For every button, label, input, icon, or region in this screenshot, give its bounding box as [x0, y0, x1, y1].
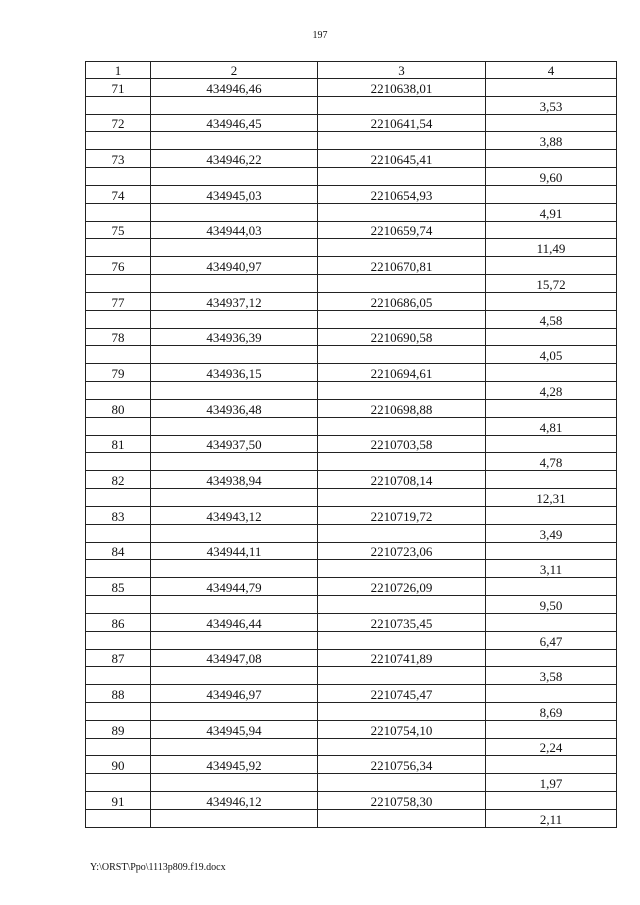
- empty-cell: [151, 346, 318, 364]
- empty-cell: [151, 631, 318, 649]
- empty-cell: [318, 631, 486, 649]
- point-number-cell: 87: [86, 649, 151, 667]
- empty-cell: [86, 132, 151, 150]
- y-coordinate-cell: 2210754,10: [318, 720, 486, 738]
- distance-cell: 6,47: [486, 631, 617, 649]
- distance-row: [86, 417, 617, 435]
- empty-cell: [151, 310, 318, 328]
- point-row: [86, 399, 617, 417]
- empty-cell: [151, 168, 318, 186]
- distance-row: [86, 168, 617, 186]
- empty-cell: [86, 96, 151, 114]
- empty-cell: [486, 506, 617, 524]
- empty-cell: [486, 756, 617, 774]
- distance-row: [86, 631, 617, 649]
- distance-cell: 3,88: [486, 132, 617, 150]
- distance-cell: 4,91: [486, 203, 617, 221]
- empty-cell: [151, 489, 318, 507]
- point-number-cell: 82: [86, 471, 151, 489]
- empty-cell: [486, 364, 617, 382]
- distance-row: [86, 489, 617, 507]
- point-number-cell: 90: [86, 756, 151, 774]
- empty-cell: [151, 239, 318, 257]
- x-coordinate-cell: 434946,12: [151, 792, 318, 810]
- distance-row: [86, 738, 617, 756]
- empty-cell: [486, 792, 617, 810]
- header-col-4: 4: [486, 62, 617, 79]
- point-row: [86, 792, 617, 810]
- empty-cell: [86, 560, 151, 578]
- point-number-cell: 80: [86, 399, 151, 417]
- header-col-3: 3: [318, 62, 486, 79]
- empty-cell: [86, 667, 151, 685]
- y-coordinate-cell: 2210719,72: [318, 506, 486, 524]
- empty-cell: [486, 471, 617, 489]
- empty-cell: [86, 453, 151, 471]
- empty-cell: [86, 738, 151, 756]
- empty-cell: [486, 185, 617, 203]
- empty-cell: [486, 150, 617, 168]
- empty-cell: [151, 453, 318, 471]
- y-coordinate-cell: 2210723,06: [318, 542, 486, 560]
- x-coordinate-cell: 434946,22: [151, 150, 318, 168]
- y-coordinate-cell: 2210756,34: [318, 756, 486, 774]
- distance-row: [86, 524, 617, 542]
- distance-row: [86, 560, 617, 578]
- distance-cell: 3,11: [486, 560, 617, 578]
- point-number-cell: 91: [86, 792, 151, 810]
- empty-cell: [151, 132, 318, 150]
- empty-cell: [151, 560, 318, 578]
- empty-cell: [151, 667, 318, 685]
- y-coordinate-cell: 2210758,30: [318, 792, 486, 810]
- empty-cell: [151, 275, 318, 293]
- distance-row: [86, 132, 617, 150]
- empty-cell: [486, 685, 617, 703]
- point-number-cell: 88: [86, 685, 151, 703]
- empty-cell: [318, 417, 486, 435]
- distance-cell: 4,78: [486, 453, 617, 471]
- empty-cell: [318, 203, 486, 221]
- y-coordinate-cell: 2210694,61: [318, 364, 486, 382]
- distance-cell: 2,24: [486, 738, 617, 756]
- point-row: [86, 542, 617, 560]
- empty-cell: [86, 346, 151, 364]
- empty-cell: [86, 275, 151, 293]
- distance-cell: 3,49: [486, 524, 617, 542]
- point-number-cell: 84: [86, 542, 151, 560]
- point-row: [86, 364, 617, 382]
- point-number-cell: 81: [86, 435, 151, 453]
- point-row: [86, 150, 617, 168]
- empty-cell: [486, 328, 617, 346]
- x-coordinate-cell: 434944,79: [151, 578, 318, 596]
- point-row: [86, 506, 617, 524]
- distance-row: [86, 774, 617, 792]
- point-row: [86, 79, 617, 97]
- distance-row: [86, 275, 617, 293]
- distance-cell: 4,58: [486, 310, 617, 328]
- empty-cell: [86, 774, 151, 792]
- empty-cell: [486, 114, 617, 132]
- point-row: [86, 221, 617, 239]
- y-coordinate-cell: 2210659,74: [318, 221, 486, 239]
- y-coordinate-cell: 2210670,81: [318, 257, 486, 275]
- distance-row: [86, 667, 617, 685]
- point-number-cell: 83: [86, 506, 151, 524]
- empty-cell: [86, 417, 151, 435]
- y-coordinate-cell: 2210641,54: [318, 114, 486, 132]
- x-coordinate-cell: 434940,97: [151, 257, 318, 275]
- empty-cell: [151, 203, 318, 221]
- empty-cell: [486, 720, 617, 738]
- empty-cell: [86, 489, 151, 507]
- point-row: [86, 185, 617, 203]
- point-number-cell: 86: [86, 613, 151, 631]
- distance-cell: 15,72: [486, 275, 617, 293]
- point-number-cell: 72: [86, 114, 151, 132]
- distance-row: [86, 239, 617, 257]
- empty-cell: [318, 489, 486, 507]
- empty-cell: [86, 382, 151, 400]
- distance-row: [86, 382, 617, 400]
- y-coordinate-cell: 2210745,47: [318, 685, 486, 703]
- y-coordinate-cell: 2210638,01: [318, 79, 486, 97]
- distance-cell: 4,05: [486, 346, 617, 364]
- point-row: [86, 756, 617, 774]
- x-coordinate-cell: 434946,97: [151, 685, 318, 703]
- empty-cell: [486, 399, 617, 417]
- empty-cell: [151, 809, 318, 827]
- empty-cell: [86, 168, 151, 186]
- empty-cell: [151, 596, 318, 614]
- empty-cell: [86, 631, 151, 649]
- empty-cell: [486, 578, 617, 596]
- point-row: [86, 328, 617, 346]
- y-coordinate-cell: 2210690,58: [318, 328, 486, 346]
- point-number-cell: 76: [86, 257, 151, 275]
- distance-row: [86, 203, 617, 221]
- empty-cell: [486, 221, 617, 239]
- distance-cell: 4,81: [486, 417, 617, 435]
- header-col-1: 1: [86, 62, 151, 79]
- x-coordinate-cell: 434936,15: [151, 364, 318, 382]
- point-number-cell: 75: [86, 221, 151, 239]
- point-row: [86, 720, 617, 738]
- table-header-row: [86, 62, 617, 79]
- distance-cell: 4,28: [486, 382, 617, 400]
- coordinates-table: [85, 61, 617, 828]
- distance-row: [86, 453, 617, 471]
- distance-cell: 8,69: [486, 702, 617, 720]
- x-coordinate-cell: 434936,39: [151, 328, 318, 346]
- footer-file-path: Y:\ORST\Ppo\1113p809.f19.docx: [90, 862, 226, 873]
- empty-cell: [486, 542, 617, 560]
- empty-cell: [151, 417, 318, 435]
- x-coordinate-cell: 434944,11: [151, 542, 318, 560]
- empty-cell: [318, 453, 486, 471]
- empty-cell: [318, 346, 486, 364]
- empty-cell: [86, 203, 151, 221]
- distance-cell: 11,49: [486, 239, 617, 257]
- page-number: 197: [312, 30, 328, 41]
- point-number-cell: 73: [86, 150, 151, 168]
- empty-cell: [318, 738, 486, 756]
- distance-cell: 9,50: [486, 596, 617, 614]
- point-number-cell: 74: [86, 185, 151, 203]
- y-coordinate-cell: 2210708,14: [318, 471, 486, 489]
- x-coordinate-cell: 434946,46: [151, 79, 318, 97]
- distance-row: [86, 346, 617, 364]
- empty-cell: [318, 275, 486, 293]
- empty-cell: [151, 96, 318, 114]
- point-row: [86, 257, 617, 275]
- distance-cell: 3,58: [486, 667, 617, 685]
- x-coordinate-cell: 434937,12: [151, 292, 318, 310]
- x-coordinate-cell: 434946,45: [151, 114, 318, 132]
- point-row: [86, 685, 617, 703]
- distance-cell: 3,53: [486, 96, 617, 114]
- empty-cell: [151, 524, 318, 542]
- x-coordinate-cell: 434944,03: [151, 221, 318, 239]
- point-number-cell: 77: [86, 292, 151, 310]
- distance-row: [86, 596, 617, 614]
- distance-cell: 12,31: [486, 489, 617, 507]
- empty-cell: [86, 239, 151, 257]
- x-coordinate-cell: 434938,94: [151, 471, 318, 489]
- y-coordinate-cell: 2210645,41: [318, 150, 486, 168]
- y-coordinate-cell: 2210735,45: [318, 613, 486, 631]
- y-coordinate-cell: 2210698,88: [318, 399, 486, 417]
- point-row: [86, 471, 617, 489]
- distance-row: [86, 702, 617, 720]
- empty-cell: [486, 613, 617, 631]
- x-coordinate-cell: 434936,48: [151, 399, 318, 417]
- empty-cell: [318, 132, 486, 150]
- y-coordinate-cell: 2210686,05: [318, 292, 486, 310]
- empty-cell: [318, 667, 486, 685]
- empty-cell: [86, 524, 151, 542]
- point-row: [86, 613, 617, 631]
- empty-cell: [318, 774, 486, 792]
- empty-cell: [318, 560, 486, 578]
- point-number-cell: 89: [86, 720, 151, 738]
- point-row: [86, 292, 617, 310]
- empty-cell: [151, 774, 318, 792]
- y-coordinate-cell: 2210703,58: [318, 435, 486, 453]
- point-number-cell: 71: [86, 79, 151, 97]
- empty-cell: [486, 435, 617, 453]
- point-number-cell: 85: [86, 578, 151, 596]
- empty-cell: [318, 382, 486, 400]
- x-coordinate-cell: 434943,12: [151, 506, 318, 524]
- y-coordinate-cell: 2210726,09: [318, 578, 486, 596]
- x-coordinate-cell: 434947,08: [151, 649, 318, 667]
- empty-cell: [486, 257, 617, 275]
- empty-cell: [318, 168, 486, 186]
- empty-cell: [318, 809, 486, 827]
- y-coordinate-cell: 2210654,93: [318, 185, 486, 203]
- distance-cell: 1,97: [486, 774, 617, 792]
- distance-cell: 9,60: [486, 168, 617, 186]
- empty-cell: [151, 382, 318, 400]
- y-coordinate-cell: 2210741,89: [318, 649, 486, 667]
- empty-cell: [151, 738, 318, 756]
- empty-cell: [86, 596, 151, 614]
- point-number-cell: 78: [86, 328, 151, 346]
- empty-cell: [318, 239, 486, 257]
- empty-cell: [86, 702, 151, 720]
- x-coordinate-cell: 434937,50: [151, 435, 318, 453]
- x-coordinate-cell: 434946,44: [151, 613, 318, 631]
- header-col-2: 2: [151, 62, 318, 79]
- empty-cell: [486, 649, 617, 667]
- x-coordinate-cell: 434945,92: [151, 756, 318, 774]
- empty-cell: [318, 596, 486, 614]
- empty-cell: [486, 79, 617, 97]
- distance-row: [86, 96, 617, 114]
- point-row: [86, 435, 617, 453]
- empty-cell: [318, 524, 486, 542]
- empty-cell: [151, 702, 318, 720]
- empty-cell: [86, 310, 151, 328]
- empty-cell: [318, 702, 486, 720]
- empty-cell: [318, 96, 486, 114]
- point-row: [86, 649, 617, 667]
- empty-cell: [86, 809, 151, 827]
- point-row: [86, 114, 617, 132]
- x-coordinate-cell: 434945,03: [151, 185, 318, 203]
- point-row: [86, 578, 617, 596]
- empty-cell: [318, 310, 486, 328]
- distance-cell: 2,11: [486, 809, 617, 827]
- empty-cell: [486, 292, 617, 310]
- x-coordinate-cell: 434945,94: [151, 720, 318, 738]
- distance-row: [86, 809, 617, 827]
- point-number-cell: 79: [86, 364, 151, 382]
- distance-row: [86, 310, 617, 328]
